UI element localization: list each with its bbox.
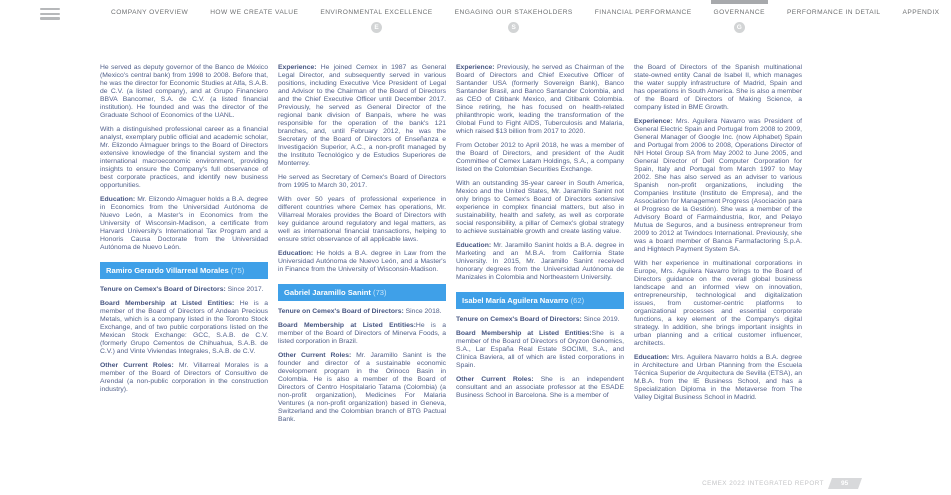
paragraph-label: Education: <box>100 196 136 203</box>
paragraph-text: With over 50 years of professional experience in different countries where Cemex has operations, Mr. Villarreal Morales provides the Board of Directors with key guidance around regulatory and legal matters, as well as international financial transactions, helping to ensure strict observance of all applicable laws. <box>278 196 446 243</box>
nav-item-label: FINANCIAL PERFORMANCE <box>594 9 692 16</box>
hamburger-menu-icon[interactable] <box>40 8 60 20</box>
paragraph <box>456 376 624 400</box>
director-age: (75) <box>228 266 245 275</box>
paragraph-label: Tenure on Cemex's Board of Directors: <box>456 316 582 323</box>
paragraph-label: Experience: <box>634 118 673 125</box>
nav-item-appendix[interactable] <box>892 0 951 16</box>
paragraph <box>634 118 802 254</box>
paragraph <box>100 362 268 394</box>
g-section-badge-icon: G <box>734 22 745 33</box>
paragraph <box>456 142 624 174</box>
paragraph-label: Education: <box>456 242 492 249</box>
nav-items <box>100 0 951 34</box>
nav-item-company-overview[interactable] <box>100 0 199 16</box>
paragraph <box>278 352 446 424</box>
text-column-4 <box>634 64 802 430</box>
page-footer <box>702 477 860 489</box>
paragraph-text: With an outstanding 35-year career in South America, Mexico and the United States, Mr. Jaramillo Sanint not only brings to Cemex's Board of Directors extensive experience in complex financial matters, but also in sustainability, health and safety, as well as corporate social responsibility, a pillar of Cemex's global strategy to achieve sustainable growth and create lasting value. <box>456 180 624 235</box>
nav-item-label: PERFORMANCE IN DETAIL <box>786 9 881 16</box>
nav-item-environmental-excellence[interactable] <box>309 0 443 34</box>
paragraph-text: Since 2018. <box>403 308 442 315</box>
director-name: Isabel María Aguilera Navarro <box>462 296 569 305</box>
paragraph <box>278 64 446 168</box>
nav-item-label: APPENDIX <box>902 9 940 16</box>
paragraph-text: She is an independent consultant and an associate professor at the ESADE Business School in Barcelona. She is a member of <box>456 376 624 399</box>
nav-item-label: ENVIRONMENTAL EXCELLENCE <box>320 9 433 16</box>
director-name-band <box>278 284 446 301</box>
paragraph-label: Education: <box>634 354 670 361</box>
e-section-badge-icon: E <box>371 22 382 33</box>
paragraph-text: He served as Secretary of Cemex's Board of Directors from 1995 to March 30, 2017. <box>278 174 446 189</box>
page-number-badge: 95 <box>828 478 862 489</box>
report-title: CEMEX 2022 INTEGRATED REPORT <box>702 479 824 487</box>
paragraph <box>634 64 802 112</box>
paragraph <box>278 174 446 190</box>
paragraph <box>456 316 624 324</box>
nav-item-label: HOW WE CREATE VALUE <box>210 9 299 16</box>
nav-item-label: GOVERNANCE <box>713 9 765 16</box>
paragraph <box>278 322 446 346</box>
paragraph-label: Board Membership at Listed Entities: <box>278 322 416 329</box>
paragraph <box>100 286 268 294</box>
paragraph-text: He is a member of the Board of Directors of Minerva Foods, a listed corporation in Brazil. <box>278 322 446 345</box>
paragraph <box>278 308 446 316</box>
paragraph-text: the Board of Directors of the Spanish multinational state-owned entity Canal de Isabel II, which manages the water supply infrastructure of Madrid, Spain and has operations in South America. She is also a member of the Board of Directors of Making Science, a company listed in BME Growth. <box>634 64 802 111</box>
paragraph-text: Since 2019. <box>581 316 620 323</box>
paragraph <box>456 330 624 370</box>
paragraph-text: He is a member of the Board of Directors of Andean Precious Metals, which is a company listed in the Toronto Stock Exchange, and of two public corporations listed on the Mexican Stock Exchange: GCC, S.A.B. de C.V. (formerly Grupo Cementos de Chihuahua, S.A.B. de C.V.) and Vinte Viviendas Integrales, S.A.B. de C.V. <box>100 300 268 355</box>
active-tab-indicator <box>711 0 768 4</box>
director-name-band <box>456 292 624 309</box>
paragraph-text: Mr. Jaramillo Sanint holds a B.A. degree in Marketing and an M.B.A. from California State University. In 2015, Mr. Jaramillo Sanint received honorary degrees from the Universidad Autónoma de Manizales in Colombia and Northeastern University. <box>456 242 624 281</box>
nav-item-financial-performance[interactable] <box>584 0 703 16</box>
paragraph-label: Experience: <box>278 64 317 71</box>
paragraph-label: Board Membership at Listed Entities: <box>100 300 235 307</box>
nav-item-label: ENGAGING OUR STAKEHOLDERS <box>454 9 573 16</box>
paragraph <box>456 64 624 136</box>
paragraph <box>634 260 802 348</box>
director-age: (62) <box>568 296 585 305</box>
paragraph-text: Mrs. Aguilera Navarro holds a B.A. degree in Architecture and Urban Planning from the Escuela Técnica Superior de Arquitectura de Sevilla (ETSA), an M.B.A. from the IE Business School, and has a Specialization Diploma in the Metaverse from The Valley Digital Business School in Madrid. <box>634 354 802 401</box>
paragraph-text: Mr. Elizondo Almaguer holds a B.A. degree in Economics from the Universidad Autónoma de Nuevo León, a Master's in Economics from the University of Wisconsin-Madison, a certificate from Harvard University's International Tax Program and a Honoris Causa Doctorate from the Universidad Autónoma de Nuevo León. <box>100 196 268 251</box>
paragraph-label: Education: <box>278 250 314 257</box>
nav-item-engaging-our-stakeholders[interactable] <box>444 0 584 34</box>
paragraph-label: Other Current Roles: <box>456 376 534 383</box>
director-name: Ramiro Gerardo Villarreal Morales <box>106 266 229 275</box>
top-navigation <box>0 0 940 36</box>
paragraph <box>634 354 802 402</box>
paragraph <box>100 300 268 356</box>
paragraph-label: Experience: <box>456 64 495 71</box>
board-member-columns <box>100 64 802 430</box>
paragraph-label: Tenure on Cemex's Board of Directors: <box>278 308 404 315</box>
paragraph-text: With a distinguished professional career as a financial analyst, exemplary public official and academic scholar, Mr. Elizondo Almaguer brings to the Board of Directors extensive knowledge of the financial system and the international macroeconomic environment, providing insights to ensure the Company's full observance of best corporate practices, and identify new business opportunities. <box>100 126 268 189</box>
text-column-2 <box>278 64 446 430</box>
paragraph <box>278 250 446 274</box>
paragraph <box>456 180 624 236</box>
paragraph-text: Mr. Villarreal Morales is a member of the Board of Directors of Consultivo de Arendal (a non-public corporation in the construction industry). <box>100 362 268 393</box>
paragraph-text: Since 2017. <box>225 286 264 293</box>
paragraph <box>100 126 268 190</box>
paragraph <box>100 64 268 120</box>
paragraph-label: Board Membership at Listed Entities: <box>456 330 592 337</box>
director-age: (73) <box>370 288 387 297</box>
nav-item-label: COMPANY OVERVIEW <box>111 9 189 16</box>
paragraph-text: She is a member of the Board of Directors of Oryzon Genomics, S.A., Lar España Real Estate SOCIMI, S.A., and Clínica Baviera, all of which are listed corporations in Spain. <box>456 330 624 369</box>
paragraph-text: Mrs. Aguilera Navarro was President of General Electric Spain and Portugal from 2008 to 2009, General Manager of Google Inc. (now Alphabet) Spain and Portugal from 2006 to 2008, Operations Director of NH Hotel Group SA from May 2002 to June 2005, and General Director of Dell Computer Corporation for Spain, Italy and Portugal from March 1997 to May 2002. She has also served as an adviser to various Spanish non-profit organizations, including the Companies Institute (Instituto de Empresa), and the Association for Management Progress (Asociación para el Progreso de la Gestión). She was a member of the Advisory Board of Farmaindustria, Ikor, and Pelayo Mutua de Seguros, and a business entrepreneur from 2009 to 2012 at Twindocs International. Previously, she was a board member of Banca Farmafactoring S.p.A. and Hightech Payment System SA. <box>634 118 802 253</box>
text-column-1 <box>100 64 268 430</box>
paragraph-label: Other Current Roles: <box>278 352 352 359</box>
director-name: Gabriel Jaramillo Sanint <box>284 288 371 297</box>
nav-item-performance-in-detail[interactable] <box>776 0 892 16</box>
text-column-3 <box>456 64 624 430</box>
paragraph-text: He joined Cemex in 1987 as General Legal Director, and subsequently served in various positions, including Executive Vice President of Legal and Advisor to the Chairman of the Board of Directors and the Chief Executive Officer until December 2017. Previously, he served as General Director of the regional bank division of Banpaís, where he was responsible for the operation of the bank's 121 branches, and, until February 2012, he was the Secretary of the Board of Directors of Enseñanza e Investigación Superior, A.C., a non-profit managed by the Instituto Tecnológico y de Estudios Superiores de Monterrey. <box>278 64 446 167</box>
paragraph-text: He served as deputy governor of the Banco de México (Mexico's central bank) from 1998 to 2008. Before that, he was the director for Economic Studies at Alfa, S.A.B. de C.V. (a listed company), and at Grupo Financiero BBVA Bancomer, S.A. de C.V. (a listed financial institution). He founded and was the director of the Graduate School of Economics of the UANL. <box>100 64 268 119</box>
paragraph-label: Tenure on Cemex's Board of Directors: <box>100 286 226 293</box>
paragraph-label: Other Current Roles: <box>100 362 174 369</box>
director-name-band <box>100 262 268 279</box>
s-section-badge-icon: S <box>508 22 519 33</box>
paragraph <box>100 196 268 252</box>
paragraph-text: With her experience in multinational corporations in Europe, Mrs. Aguilera Navarro brings to the Board of Directors guidance on the overall global business landscape and an informed view on innovation, entrepreneurship, technological and digitalization issues, from customer-centric platforms to organizational processes and essential corporate functions, a key element of the Company's digital strategy. In addition, she brings important insights in urban planning and a critical customer influencer, architects. <box>634 260 802 347</box>
nav-item-how-we-create-value[interactable] <box>199 0 309 16</box>
paragraph <box>456 242 624 282</box>
paragraph <box>278 196 446 244</box>
paragraph-text: Previously, he served as Chairman of the Board of Directors and Chief Executive Officer of Santander USA (formerly Sovereign Bank), Banco Santander Brasil, and Banco Santander Colombia, and as CEO of Citibank Mexico, and Citibank Colombia. Since retiring, he has focused on health-related philanthropic work, leading the transformation of the Global Fund to Fight AIDS, Tuberculosis and Malaria, which raised $13 billion from 2017 to 2020. <box>456 64 624 135</box>
nav-item-governance[interactable] <box>703 0 776 34</box>
paragraph-text: From October 2012 to April 2018, he was a member of the Board of Directors, and president of the Audit Committee of Cemex Latam Holdings, S.A., a company listed on the Colombian Securities Exchange. <box>456 142 624 173</box>
paragraph-text: Mr. Jaramillo Sanint is the founder and director of a sustainable economic development program in the Orinoco Basin in Colombia. He is also a member of the Board of Directors of Centro Hospitalario Tatama (Colombia) (a non-profit organization), Medicines For Malaria Ventures (a non-profit organization) based in Geneva, Switzerland and the Colombian branch of BTG Pactual Bank. <box>278 352 446 423</box>
paragraph-text: He holds a B.A. degree in Law from the Universidad Autónoma de Nuevo León, and a Master's in Finance from the University of Wisconsin-Madison. <box>278 250 446 273</box>
